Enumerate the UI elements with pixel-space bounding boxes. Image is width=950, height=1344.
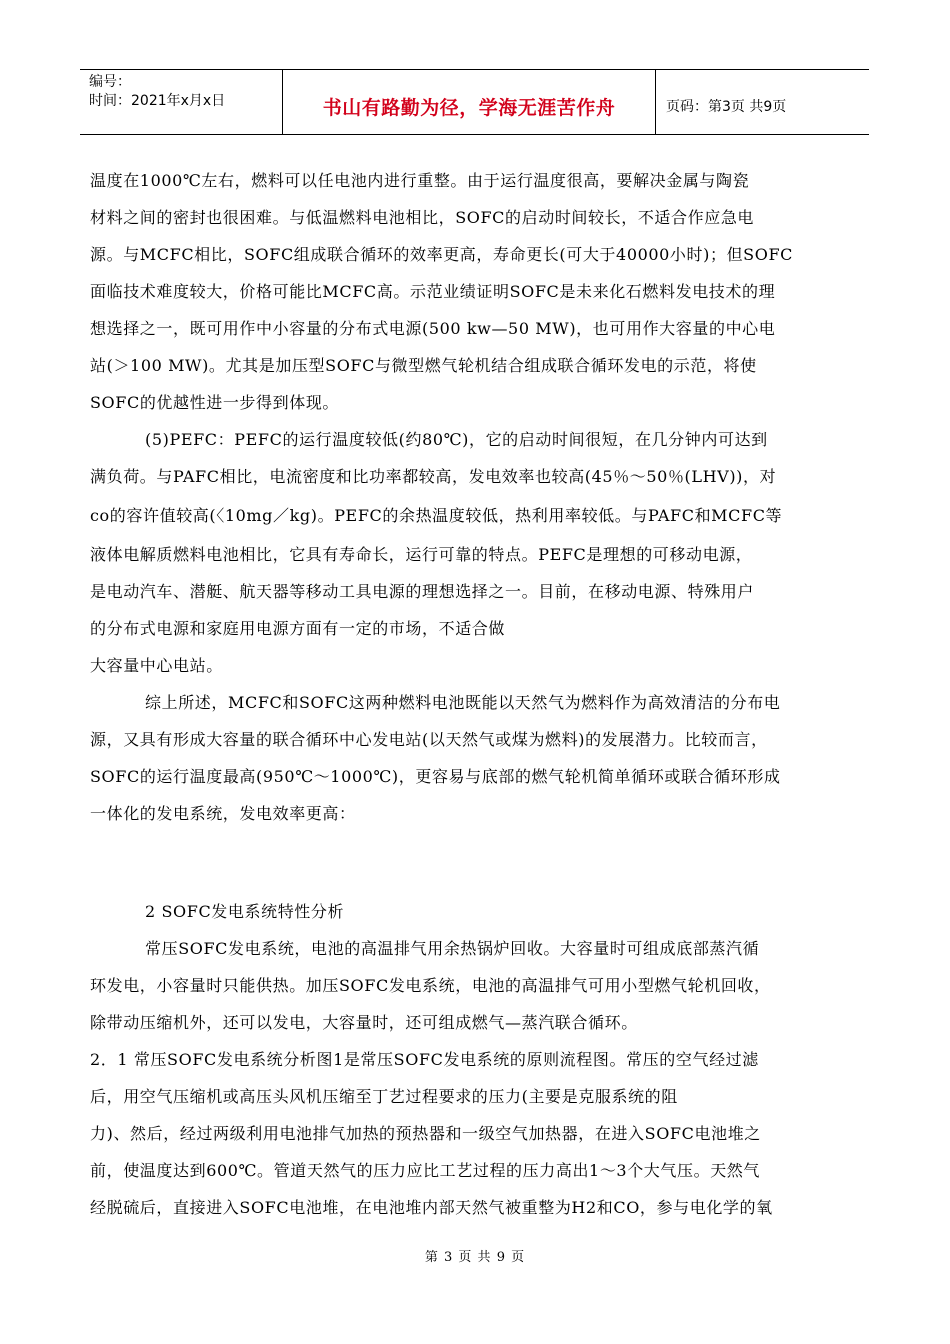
text-line: 前，使温度达到600℃。管道天然气的压力应比工艺过程的压力高出1～3个大气压。天然气 [90,1161,760,1180]
text-line: 力)、然后，经过两级利用电池排气加热的预热器和一级空气加热器，在进入SOFC电池堆之 [90,1124,761,1143]
text-line: SOFC的优越性进一步得到体现。 [90,393,340,412]
date-label: 时间：2021年x月x日 [89,93,226,109]
text-line: (5)PEFC：PEFC的运行温度较低(约80℃)，它的启动时间很短，在几分钟内可达到 [145,430,768,449]
text-line: co的容许值较高(〈10mg／kg)。PEFC的余热温度较低，热利用率较低。与PAFC和MCFC等 [90,506,783,525]
text-line: 液体电解质燃料电池相比，它具有寿命长，运行可靠的特点。PEFC是理想的可移动电源， [90,545,753,564]
text-line: 源，又具有形成大容量的联合循环中心发电站(以天然气或煤为燃料)的发展潜力。比较而言， [90,730,768,749]
text-line: 源。与MCFC相比，SOFC组成联合循环的效率更高，寿命更长(可大于40000小时)；但SOFC [90,245,793,264]
header-meta [80,70,283,134]
text-line: 一体化的发电系统，发电效率更高： [90,804,356,823]
text-line: 除带动压缩机外，还可以发电，大容量时，还可组成燃气—蒸汽联合循环。 [90,1013,638,1032]
text-line: 站(＞100 MW)。尤其是加压型SOFC与微型燃气轮机结合组成联合循环发电的示范，将使 [90,356,757,375]
text-line: 经脱硫后，直接进入SOFC电池堆，在电池堆内部天然气被重整为H2和CO，参与电化学的氧 [90,1198,773,1217]
text-line: 材料之间的密封也很困难。与低温燃料电池相比，SOFC的启动时间较长，不适合作应急电 [90,208,755,227]
text-line: 大容量中心电站。 [90,656,223,675]
text-line: 面临技术难度较大，价格可能比MCFC高。示范业绩证明SOFC是未来化石燃料发电技术的理 [90,282,776,301]
text-line: 常压SOFC发电系统，电池的高温排气用余热锅炉回收。大容量时可组成底部蒸汽循 [145,939,760,958]
page-footer: 第 3 页 共 9 页 [424,1250,526,1265]
header-motto: 书山有路勤为径，学海无涯苦作舟 [283,70,656,134]
text-line: 综上所述，MCFC和SOFC这两种燃料电池既能以天然气为燃料作为高效清洁的分布电 [145,693,781,712]
serial-label: 编号： [89,74,131,90]
text-line: 2．1 常压SOFC发电系统分析图1是常压SOFC发电系统的原则流程图。常压的空气经过滤 [90,1050,759,1069]
text-line: 是电动汽车、潜艇、航天器等移动工具电源的理想选择之一。目前，在移动电源、特殊用户 [90,582,755,601]
text-line: 想选择之一，既可用作中小容量的分布式电源(500 kw—50 MW)，也可用作大容量的中心电 [90,319,776,338]
text-line: 温度在1000℃左右，燃料可以任电池内进行重整。由于运行温度很高，要解决金属与陶瓷 [90,171,750,190]
text-line: 的分布式电源和家庭用电源方面有一定的市场，不适合做 [90,619,506,638]
text-line: 满负荷。与PAFC相比，电流密度和比功率都较高，发电效率也较高(45％～50％(LHV))，对 [90,467,777,486]
header-page-number: 页码：第3页 共9页 [666,99,787,115]
text-line: 环发电，小容量时只能供热。加压SOFC发电系统，电池的高温排气可用小型燃气轮机回收， [90,976,771,995]
text-line: SOFC的运行温度最高(950℃～1000℃)，更容易与底部的燃气轮机简单循环或联合循环形成 [90,767,781,786]
page-header [80,69,869,135]
text-line: 后，用空气压缩机或高压头风机压缩至丁艺过程要求的压力(主要是克服系统的阻 [90,1087,678,1106]
section-heading: 2 SOFC发电系统特性分析 [145,902,345,921]
